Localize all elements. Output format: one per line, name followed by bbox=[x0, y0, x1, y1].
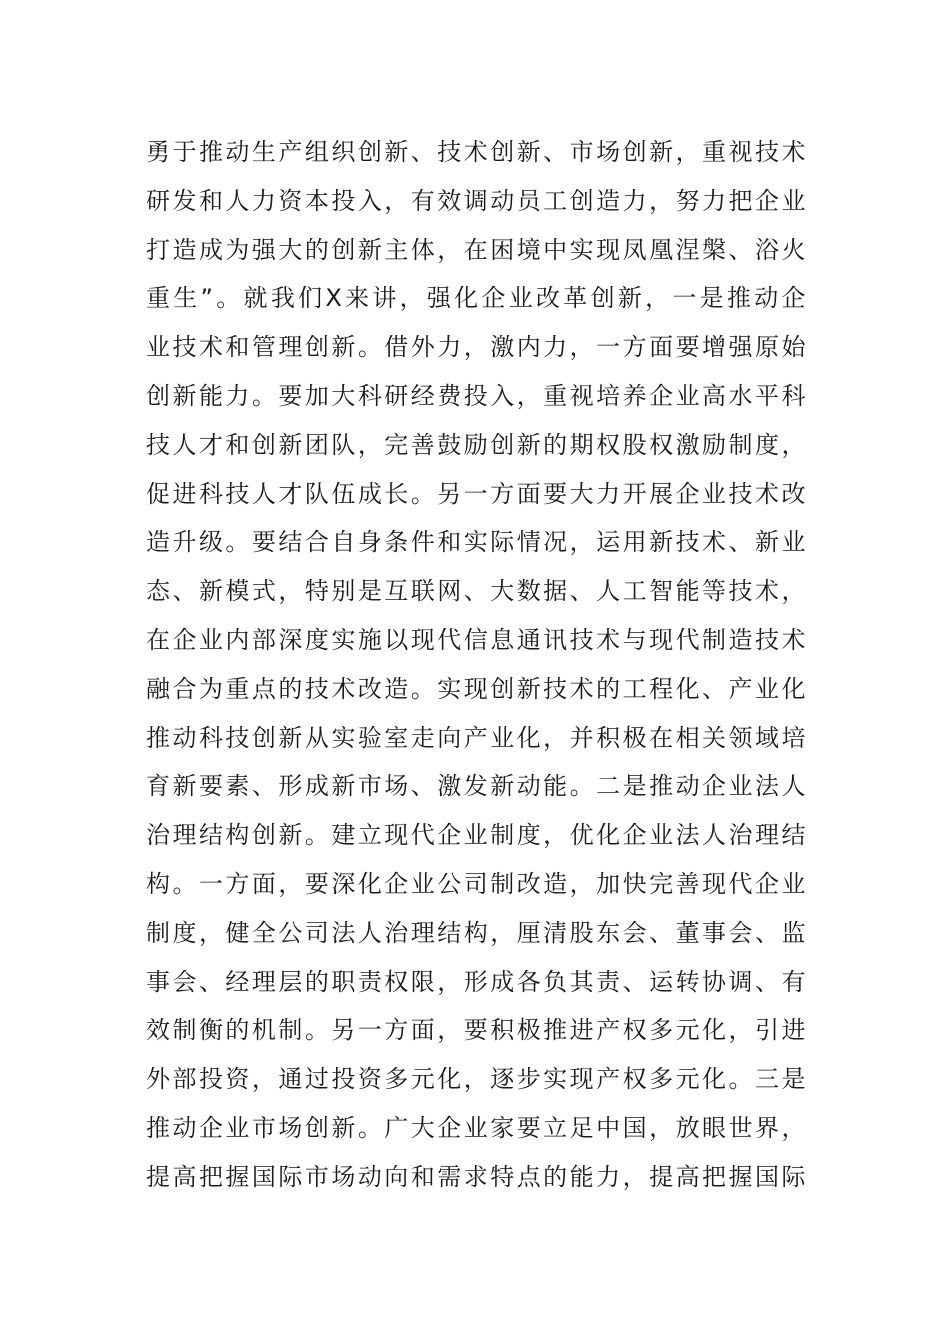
text-line: 效制衡的机制。另一方面，要积极推进产权多元化，引进 bbox=[146, 1016, 806, 1045]
text-line: 制度，健全公司法人治理结构，厘清股东会、董事会、监 bbox=[146, 918, 806, 947]
text-line: 打造成为强大的创新主体，在困境中实现凤凰涅槃、浴火 bbox=[146, 235, 806, 264]
text-line: 在企业内部深度实施以现代信息通讯技术与现代制造技术 bbox=[146, 625, 806, 654]
text-line: 外部投资，通过投资多元化，逐步实现产权多元化。三是 bbox=[146, 1065, 806, 1094]
text-line: 创新能力。要加大科研经费投入，重视培养企业高水平科 bbox=[146, 381, 806, 410]
text-line: 促进科技人才队伍成长。另一方面要大力开展企业技术改 bbox=[146, 479, 806, 508]
text-line: 态、新模式，特别是互联网、大数据、人工智能等技术， bbox=[146, 577, 806, 606]
text-line: 造升级。要结合自身条件和实际情况，运用新技术、新业 bbox=[146, 528, 806, 557]
text-line: 重生”。就我们X来讲，强化企业改革创新，一是推动企 bbox=[146, 284, 806, 313]
text-line: 构。一方面，要深化企业公司制改造，加快完善现代企业 bbox=[146, 869, 806, 898]
text-line: 技人才和创新团队，完善鼓励创新的期权股权激励制度， bbox=[146, 430, 806, 459]
text-line: 推动科技创新从实验室走向产业化，并积极在相关领域培 bbox=[146, 723, 806, 752]
text-line: 提高把握国际市场动向和需求特点的能力，提高把握国际 bbox=[146, 1162, 806, 1191]
text-line: 勇于推动生产组织创新、技术创新、市场创新，重视技术 bbox=[146, 138, 806, 166]
body-text bbox=[146, 128, 806, 1202]
text-line: 事会、经理层的职责权限，形成各负其责、运转协调、有 bbox=[146, 967, 806, 996]
text-line: 研发和人力资本投入，有效调动员工创造力，努力把企业 bbox=[146, 186, 806, 215]
text-line: 融合为重点的技术改造。实现创新技术的工程化、产业化 bbox=[146, 674, 806, 703]
text-line: 治理结构创新。建立现代企业制度，优化企业法人治理结 bbox=[146, 821, 806, 850]
text-line: 推动企业市场创新。广大企业家要立足中国，放眼世界， bbox=[146, 1113, 806, 1142]
text-line: 业技术和管理创新。借外力，激内力，一方面要增强原始 bbox=[146, 333, 806, 362]
text-line: 育新要素、形成新市场、激发新动能。二是推动企业法人 bbox=[146, 772, 806, 801]
